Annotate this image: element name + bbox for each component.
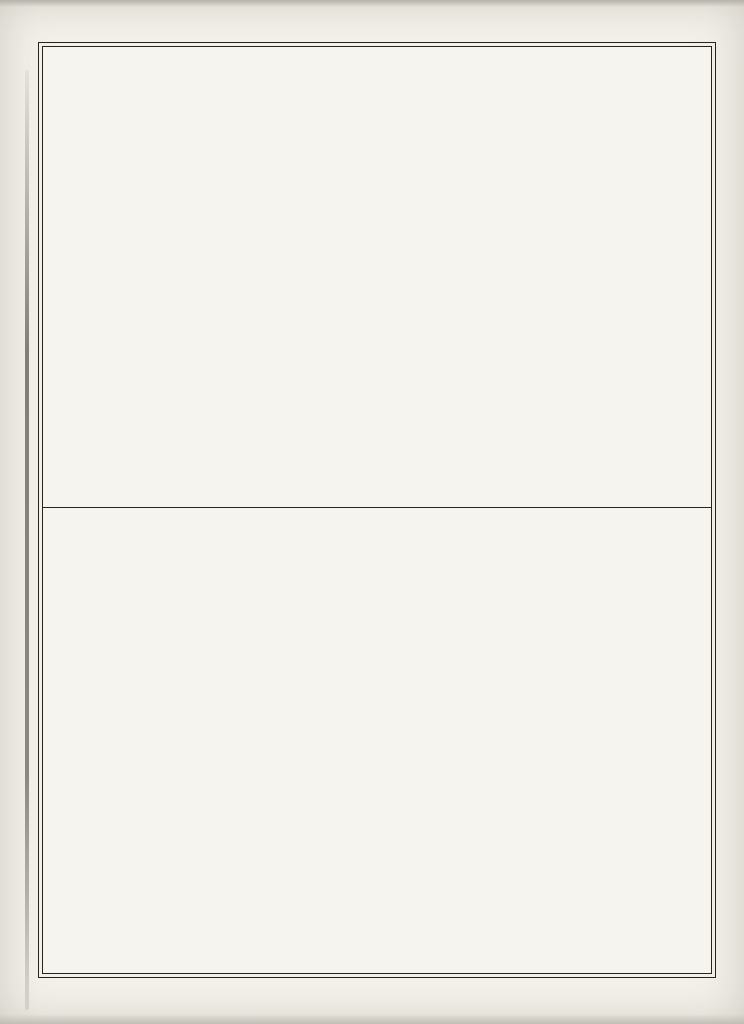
directory-table (42, 46, 712, 974)
directory-block-top (43, 47, 711, 502)
directory-block-bottom (43, 507, 711, 973)
scan-edge-top (0, 0, 744, 7)
scan-gutter-shadow (25, 70, 29, 1010)
scan-edge-bottom (0, 1014, 744, 1024)
